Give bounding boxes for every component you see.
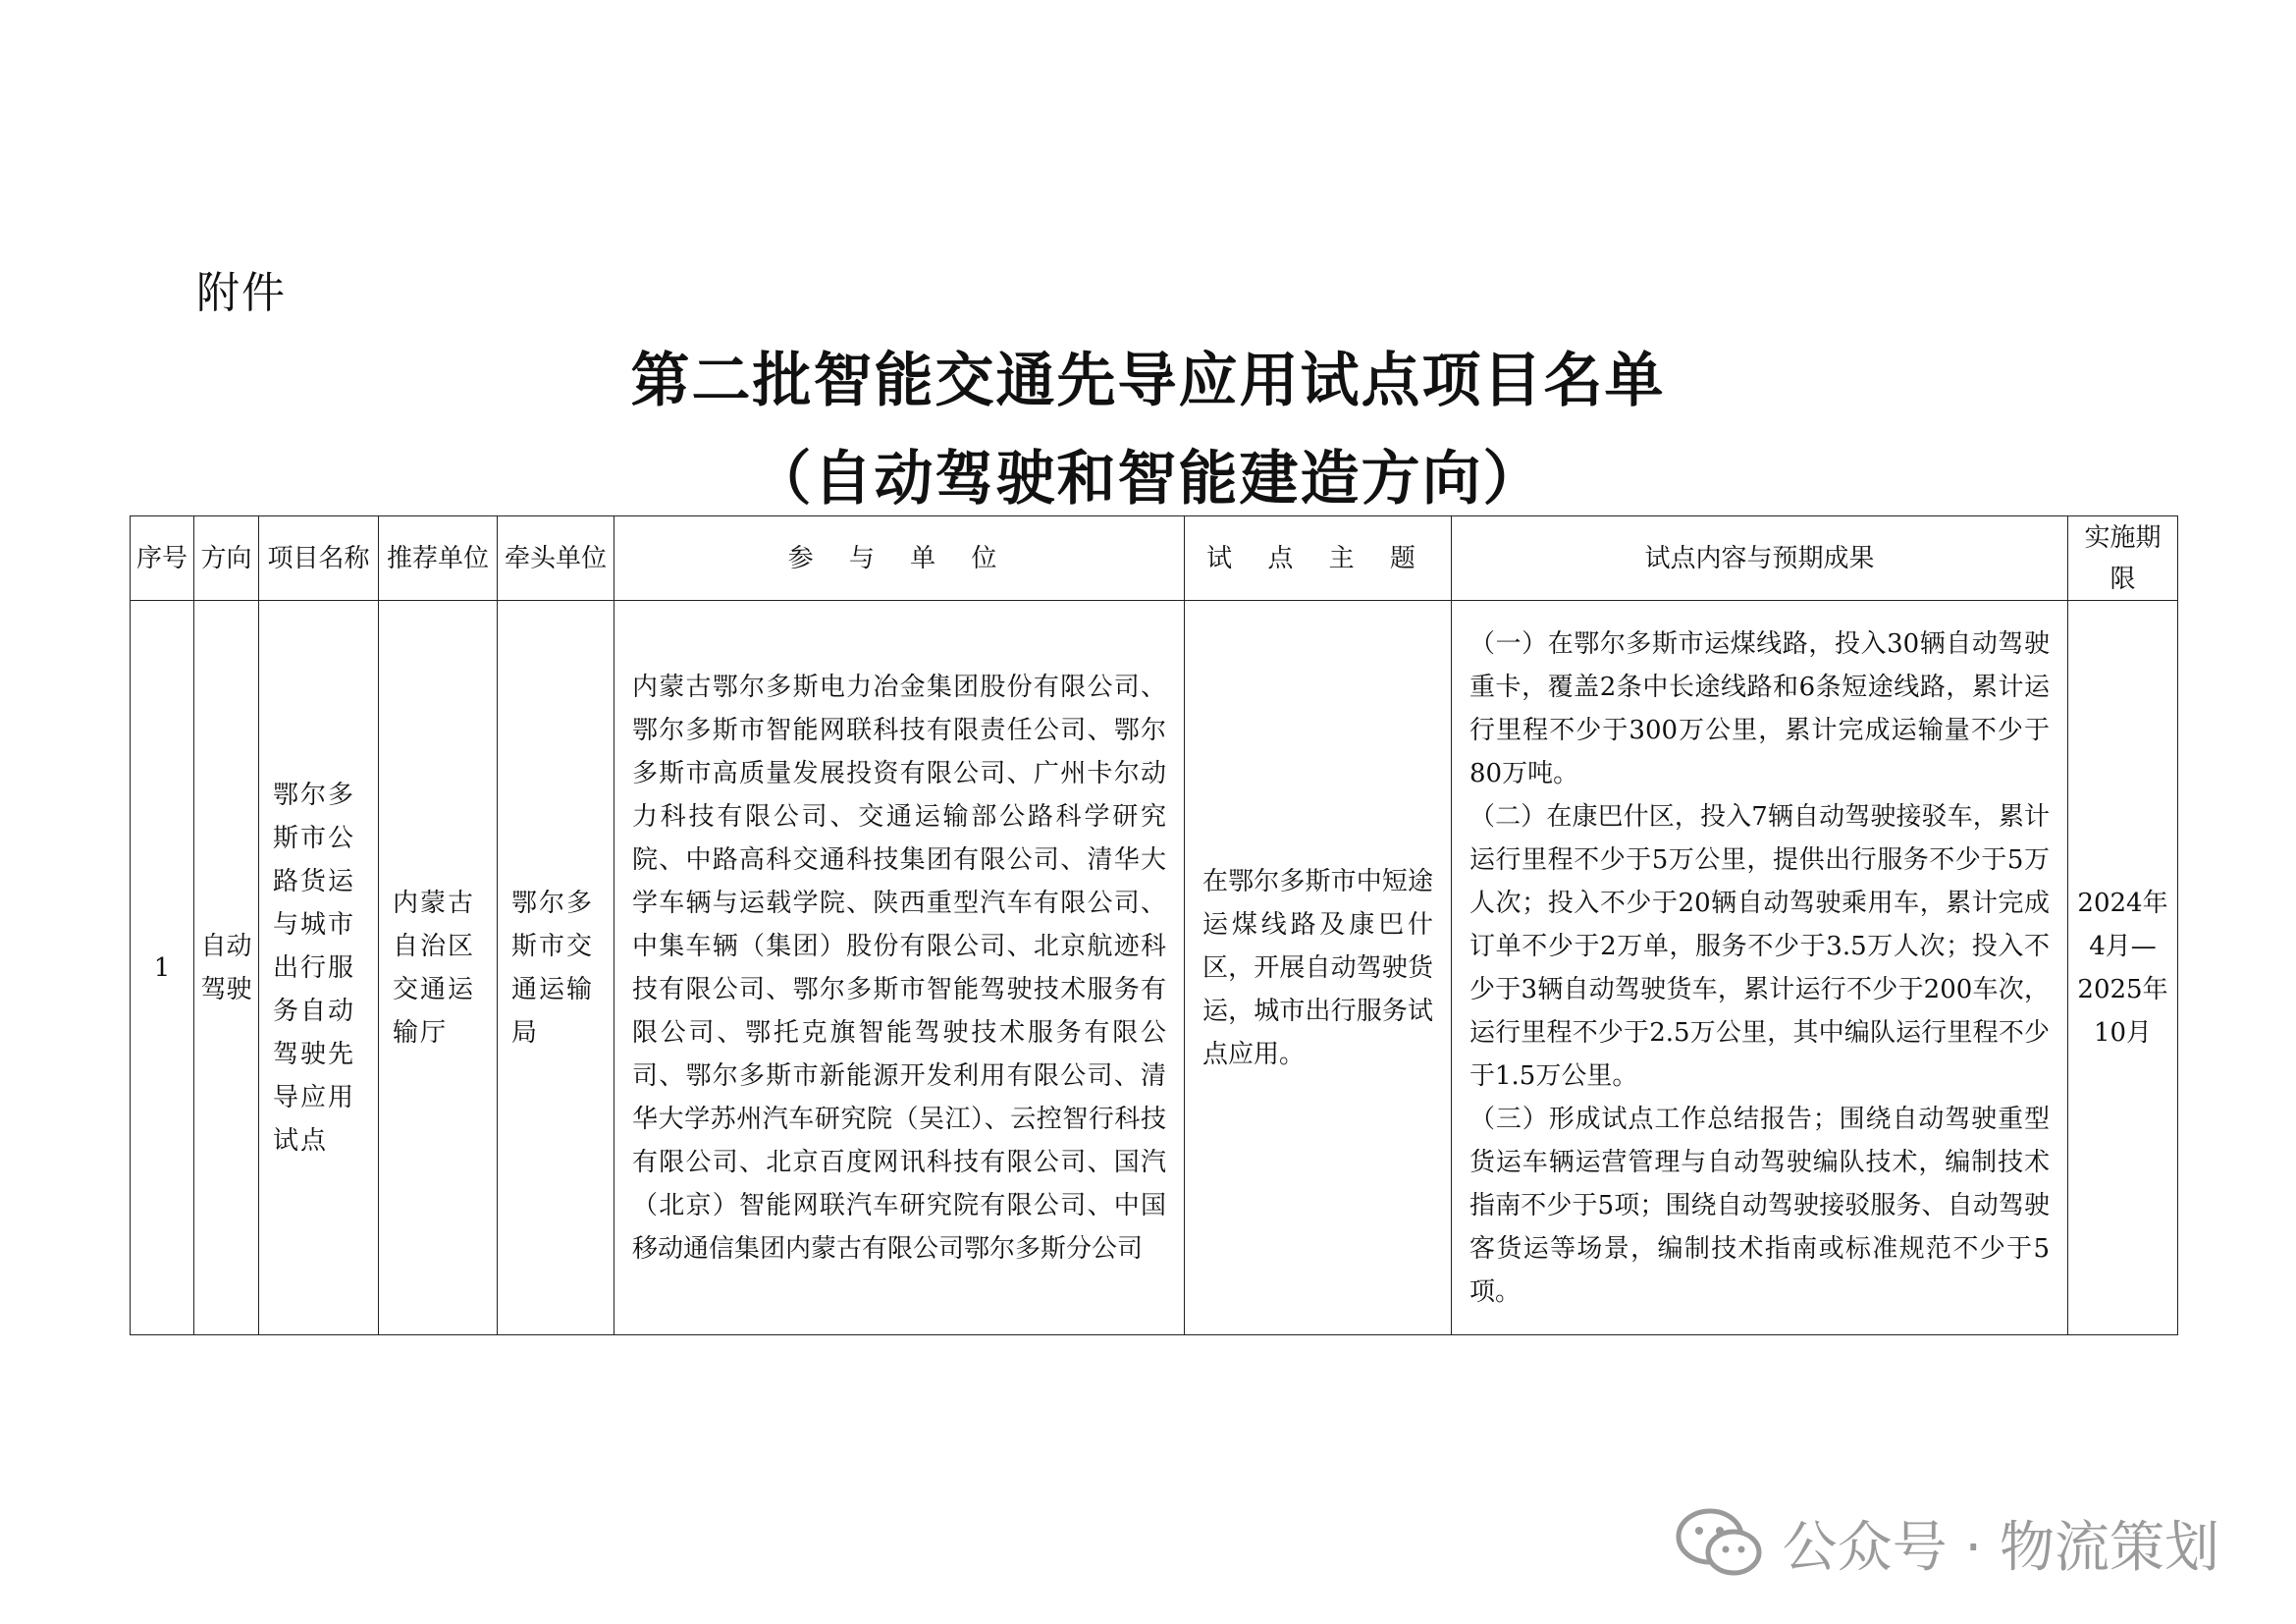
cell-content [1452, 601, 2068, 1335]
header-index: 序号 [131, 516, 194, 601]
header-participants: 参 与 单 位 [614, 516, 1185, 601]
document-title: 第二批智能交通先导应用试点项目名单 [630, 347, 1666, 415]
table-row [131, 601, 2178, 1335]
pilot-project-table [130, 515, 2178, 1335]
cell-participants: 内蒙古鄂尔多斯电力冶金集团股份有限公司、鄂尔多斯市智能网联科技有限责任公司、鄂尔多斯市高质量发展投资有限公司、广州卡尔动力科技有限公司、交通运输部公路科学研究院、中路高科交通科技集团有限公司、清华大学车辆与运载学院、陕西重型汽车有限公司、中集车辆（集团）股份有限公司、北京航迹科技有限公司、鄂尔多斯市智能驾驶技术服务有限公司、鄂托克旗智能驾驶技术服务有限公司、鄂尔多斯市新能源开发利用有限公司、清华大学苏州汽车研究院（吴江）、云控智行科技有限公司、北京百度网讯科技有限公司、国汽（北京）智能网联汽车研究院有限公司、中国移动通信集团内蒙古有限公司鄂尔多斯分公司 [614, 601, 1185, 1335]
watermark-text: 公众号 · 物流策划 [1782, 1516, 2219, 1580]
watermark [1675, 1504, 2219, 1583]
document-subtitle: （自动驾驶和智能建造方向） [752, 445, 1544, 514]
cell-index: 1 [131, 601, 194, 1335]
table-header-row [131, 516, 2178, 601]
attachment-label: 附件 [196, 268, 287, 318]
content-item-2: （二）在康巴什区，投入7辆自动驾驶接驳车，累计运行里程不少于5万公里，提供出行服务不少于5万人次；投入不少于20辆自动驾驶乘用车，累计完成订单不少于2万单，服务不少于3.5万人次；投入不少于3辆自动驾驶货车，累计运行不少于200车次，运行里程不少于2.5万公里，其中编队运行里程不少于1.5万公里。 [1469, 801, 2050, 1091]
content-item-1: （一）在鄂尔多斯市运煤线路，投入30辆自动驾驶重卡，覆盖2条中长途线路和6条短途线路，累计运行里程不少于300万公里，累计完成运输量不少于80万吨。 [1469, 628, 2050, 788]
cell-theme: 在鄂尔多斯市中短途运煤线路及康巴什区，开展自动驾驶货运，城市出行服务试点应用。 [1185, 601, 1452, 1335]
header-content: 试点内容与预期成果 [1452, 516, 2068, 601]
cell-leading-unit: 鄂尔多斯市交通运输局 [498, 601, 614, 1335]
header-period: 实施期限 [2068, 516, 2178, 601]
content-item-3: （三）形成试点工作总结报告；围绕自动驾驶重型货运车辆运营管理与自动驾驶编队技术，编制技术指南不少于5项；围绕自动驾驶接驳服务、自动驾驶客货运等场景，编制技术指南或标准规范不少于5项。 [1469, 1104, 2050, 1307]
header-recommending-unit: 推荐单位 [379, 516, 498, 601]
header-leading-unit: 牵头单位 [498, 516, 614, 601]
header-project-name: 项目名称 [259, 516, 379, 601]
cell-period: 2024年4月—2025年10月 [2068, 601, 2178, 1335]
wechat-icon [1675, 1507, 1765, 1580]
cell-recommending-unit: 内蒙古自治区交通运输厅 [379, 601, 498, 1335]
cell-direction: 自动驾驶 [194, 601, 259, 1335]
cell-project-name: 鄂尔多斯市公路货运与城市出行服务自动驾驶先导应用试点 [259, 601, 379, 1335]
header-direction: 方向 [194, 516, 259, 601]
header-theme: 试 点 主 题 [1185, 516, 1452, 601]
